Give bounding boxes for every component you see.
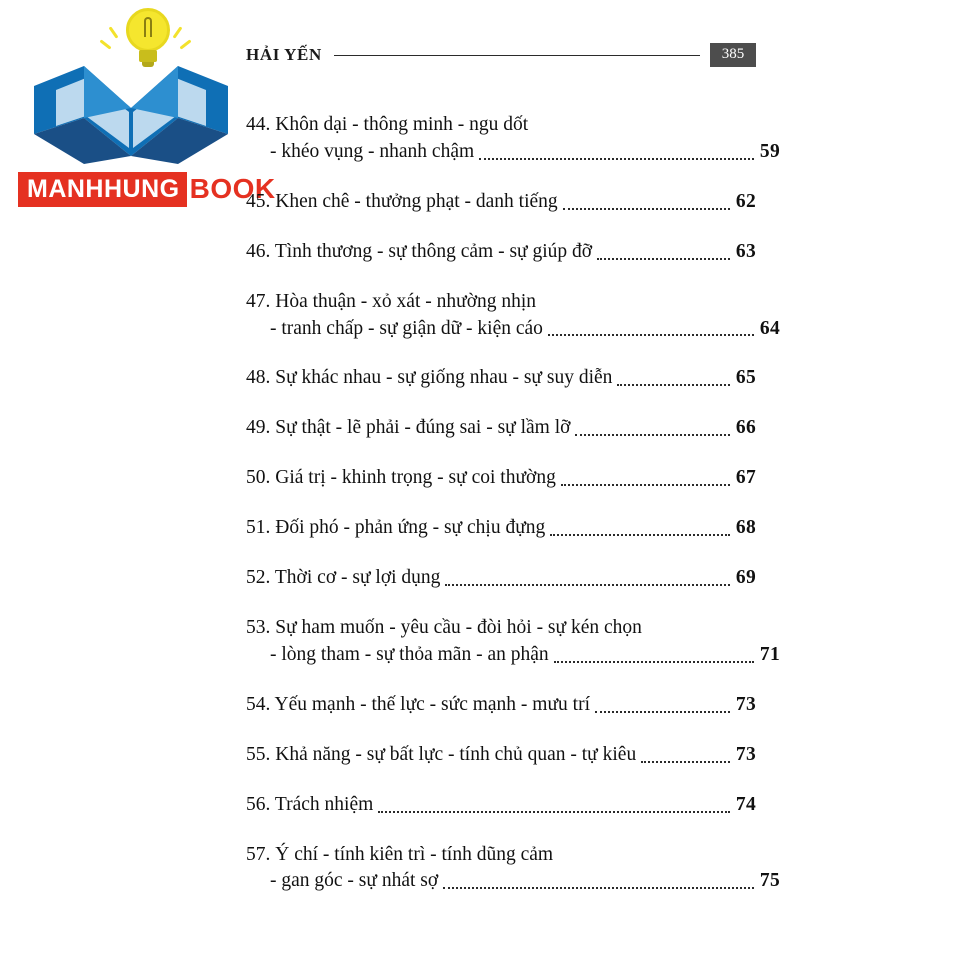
toc-entry-title: 50. Giá trị - khinh trọng - sự coi thường — [246, 467, 556, 489]
toc-entry-line — [246, 465, 756, 492]
toc-leader-dots — [595, 710, 730, 713]
toc-entry-title: 47. Hòa thuận - xỏ xát - nhường nhịn — [246, 290, 537, 312]
toc-entry-title: 45. Khen chê - thưởng phạt - danh tiếng — [246, 190, 558, 212]
toc-page-number: 67 — [735, 467, 756, 489]
toc-entry-line — [246, 692, 756, 719]
toc-leader-dots — [445, 583, 729, 586]
toc-entry-line — [246, 189, 756, 216]
toc-page-number: 64 — [759, 317, 780, 339]
toc-entry[interactable] — [246, 465, 756, 492]
toc-entry[interactable] — [246, 289, 780, 343]
toc-entry-title: 55. Khả năng - sự bất lực - tính chủ quan - tự kiêu — [246, 743, 637, 765]
toc-entry-title: - gan góc - sự nhát sợ — [270, 870, 439, 892]
toc-entry-line — [246, 139, 780, 166]
toc-entry[interactable] — [246, 842, 780, 896]
toc-entry[interactable] — [246, 565, 756, 592]
toc-entry-title: - lòng tham - sự thỏa mãn - an phận — [270, 643, 549, 665]
toc-entry-title: 54. Yếu mạnh - thế lực - sức mạnh - mưu trí — [246, 693, 590, 715]
toc-entry-line — [246, 289, 756, 316]
toc-entry-title: 56. Trách nhiệm — [246, 793, 374, 815]
toc-entry-line — [246, 615, 756, 642]
toc-page-number: 63 — [735, 240, 756, 262]
toc-entry-title: - tranh chấp - sự giận dữ - kiện cáo — [270, 317, 543, 339]
toc-leader-dots — [561, 483, 730, 486]
toc-entry-line — [246, 415, 756, 442]
toc-entry-line — [246, 868, 780, 895]
brand-name-left: MANHHUNG — [18, 172, 187, 207]
toc-entry-title: 53. Sự ham muốn - yêu cầu - đòi hỏi - sự kén chọn — [246, 616, 642, 638]
toc-leader-dots — [378, 810, 730, 813]
toc-page-number: 71 — [759, 643, 780, 665]
toc-page-number: 59 — [759, 140, 780, 162]
toc-leader-dots — [563, 207, 730, 210]
toc-page-number: 69 — [735, 567, 756, 589]
toc-entry-line — [246, 565, 756, 592]
toc-page-number: 73 — [735, 693, 756, 715]
page-header — [246, 38, 756, 72]
header-rule — [334, 55, 700, 56]
toc-leader-dots — [548, 333, 754, 336]
toc-entry-title: 52. Thời cơ - sự lợi dụng — [246, 567, 441, 589]
toc-entry-title: 57. Ý chí - tính kiên trì - tính dũng cảm — [246, 843, 554, 865]
toc-entry-line — [246, 316, 780, 343]
table-of-contents — [246, 112, 780, 895]
toc-entry-line — [246, 642, 780, 669]
toc-entry-line — [246, 742, 756, 769]
toc-entry[interactable] — [246, 515, 756, 542]
toc-entry-line — [246, 515, 756, 542]
toc-entry-line — [246, 842, 756, 869]
toc-entry-title: 46. Tình thương - sự thông cảm - sự giúp đỡ — [246, 240, 593, 262]
toc-entry[interactable] — [246, 742, 756, 769]
toc-leader-dots — [617, 383, 729, 386]
toc-entry[interactable] — [246, 415, 756, 442]
toc-entry-line — [246, 365, 756, 392]
toc-page-number: 74 — [735, 793, 756, 815]
page-number-badge: 385 — [710, 43, 756, 67]
toc-page-number: 65 — [735, 367, 756, 389]
toc-page-number: 68 — [735, 517, 756, 539]
open-book-icon — [26, 56, 236, 166]
toc-entry[interactable] — [246, 692, 756, 719]
toc-entry[interactable] — [246, 239, 756, 266]
toc-entry[interactable] — [246, 792, 756, 819]
toc-entry-title: - khéo vụng - nhanh chậm — [270, 140, 475, 162]
toc-page-number: 66 — [735, 417, 756, 439]
toc-leader-dots — [575, 433, 729, 436]
brand-name-right: BOOK — [189, 173, 276, 204]
toc-entry[interactable] — [246, 112, 780, 166]
toc-entry-line — [246, 792, 756, 819]
toc-entry-title: 48. Sự khác nhau - sự giống nhau - sự suy diễn — [246, 367, 613, 389]
toc-entry-title: 44. Khôn dại - thông minh - ngu dốt — [246, 114, 529, 135]
book-page — [246, 38, 780, 918]
toc-entry-line — [246, 112, 756, 139]
toc-leader-dots — [597, 257, 730, 260]
running-head: HẢI YẾN — [246, 45, 322, 64]
toc-entry-line — [246, 239, 756, 266]
toc-entry-title: 51. Đối phó - phản ứng - sự chịu đựng — [246, 517, 546, 539]
toc-leader-dots — [479, 157, 754, 160]
toc-page-number: 73 — [735, 743, 756, 765]
toc-leader-dots — [550, 533, 730, 536]
toc-leader-dots — [554, 660, 754, 663]
toc-entry[interactable] — [246, 189, 756, 216]
toc-page-number: 75 — [759, 870, 780, 892]
toc-entry-title: 49. Sự thật - lẽ phải - đúng sai - sự lầm lỡ — [246, 417, 571, 439]
toc-leader-dots — [443, 886, 754, 889]
toc-entry[interactable] — [246, 615, 780, 669]
toc-leader-dots — [641, 760, 730, 763]
toc-page-number: 62 — [735, 190, 756, 212]
toc-entry[interactable] — [246, 365, 756, 392]
